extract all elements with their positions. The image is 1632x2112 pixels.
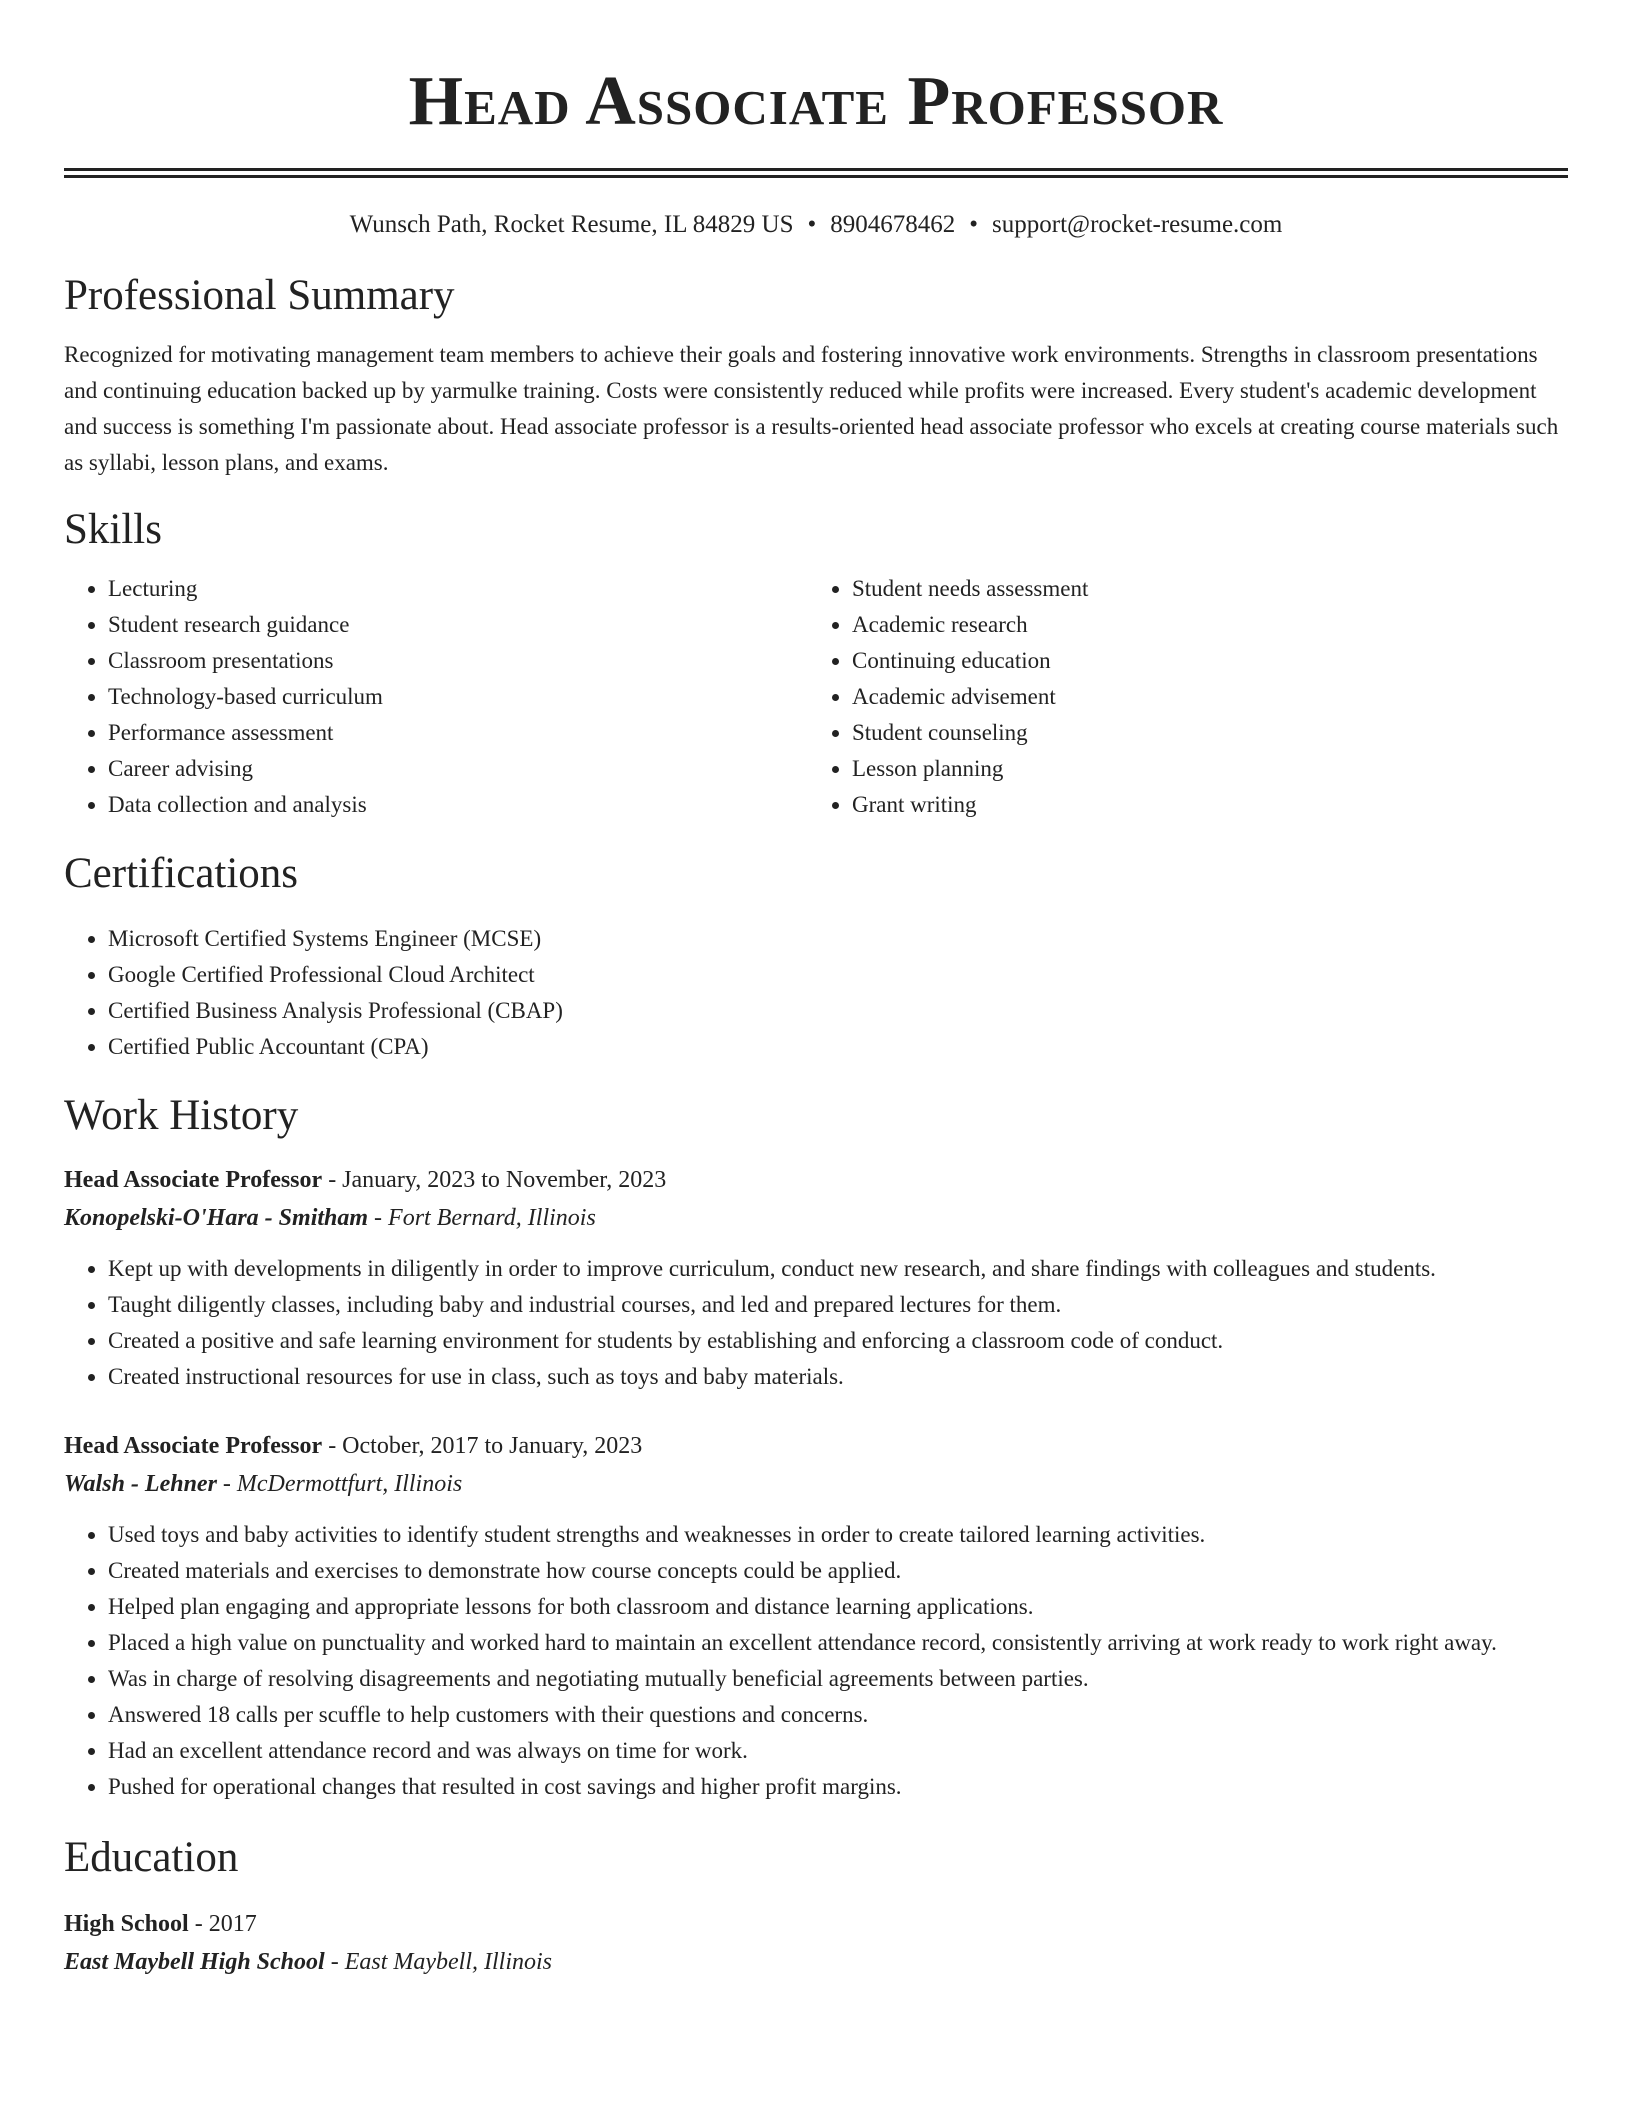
skills-list-right — [808, 571, 1552, 823]
skill-item: • Academic advisement — [852, 679, 1552, 715]
education-year: - 2017 — [188, 1911, 257, 1937]
certification-item: • Certified Public Accountant (CPA) — [108, 1029, 1568, 1065]
job-employer: Konopelski-O'Hara - Smitham — [64, 1205, 369, 1231]
job-duty: • Kept up with developments in diligently in order to improve curriculum, conduct new research, and share findings with colleagues and students. — [108, 1251, 1568, 1287]
skill-item: • Continuing education — [852, 643, 1552, 679]
skill-item: • Career advising — [108, 751, 808, 787]
skill-item: • Classroom presentations — [108, 643, 808, 679]
certification-item: • Certified Business Analysis Professional (CBAP) — [108, 993, 1568, 1029]
job-dates: - January, 2023 to November, 2023 — [322, 1167, 667, 1193]
education-heading — [64, 1905, 1568, 1943]
job-duty: • Created a positive and safe learning environment for students by establishing and enforcing a classroom code of conduct. — [108, 1323, 1568, 1359]
job-heading — [64, 1427, 1568, 1465]
job-employer: Walsh - Lehner — [64, 1471, 217, 1497]
skill-item: • Academic research — [852, 607, 1552, 643]
job-duty: • Had an excellent attendance record and was always on time for work. — [108, 1733, 1568, 1769]
job-duty: • Created materials and exercises to demonstrate how course concepts could be applied. — [108, 1553, 1568, 1589]
job-duty: • Answered 18 calls per scuffle to help customers with their questions and concerns. — [108, 1697, 1568, 1733]
contact-separator: • — [807, 211, 817, 238]
job-duty: • Created instructional resources for use in class, such as toys and baby materials. — [108, 1359, 1568, 1395]
skill-item: • Student counseling — [852, 715, 1552, 751]
job-employer-line — [64, 1465, 1568, 1503]
contact-phone: 8904678462 — [830, 211, 956, 238]
job-heading — [64, 1161, 1568, 1199]
section-title-work-history: Work History — [64, 1092, 299, 1139]
skill-item: • Performance assessment — [108, 715, 808, 751]
job-role: Head Associate Professor — [64, 1433, 323, 1459]
education-degree: High School — [64, 1911, 189, 1937]
job-location: - Fort Bernard, Illinois — [368, 1205, 596, 1231]
contact-address: Wunsch Path, Rocket Resume, IL 84829 US — [349, 211, 794, 238]
job-duty: • Placed a high value on punctuality and worked hard to maintain an excellent attendance record, consistently arriving at work ready to work right away. — [108, 1625, 1568, 1661]
contact-email[interactable]: support@rocket-resume.com — [992, 211, 1283, 238]
header-divider — [64, 168, 1568, 178]
job-duty: • Was in charge of resolving disagreements and negotiating mutually beneficial agreements between parties. — [108, 1661, 1568, 1697]
skill-item: • Student research guidance — [108, 607, 808, 643]
section-title-skills: Skills — [64, 506, 162, 553]
skill-item: • Lecturing — [108, 571, 808, 607]
section-title-certifications: Certifications — [64, 850, 299, 897]
contact-separator: • — [969, 211, 979, 238]
job-duties-list — [64, 1251, 1568, 1395]
contact-line — [64, 209, 1568, 241]
certification-item: • Microsoft Certified Systems Engineer (MCSE) — [108, 921, 1568, 957]
education-school-line — [64, 1943, 1568, 1981]
job-duty: • Used toys and baby activities to identify student strengths and weaknesses in order to create tailored learning activities. — [108, 1517, 1568, 1553]
skill-item: • Lesson planning — [852, 751, 1552, 787]
skill-item: • Technology-based curriculum — [108, 679, 808, 715]
section-title-education: Education — [64, 1834, 239, 1881]
job-employer-line — [64, 1199, 1568, 1237]
job-duties-list — [64, 1517, 1568, 1805]
education-location: - East Maybell, Illinois — [324, 1949, 552, 1975]
skill-item: • Data collection and analysis — [108, 787, 808, 823]
job-duty: • Taught diligently classes, including baby and industrial courses, and led and prepared lectures for them. — [108, 1287, 1568, 1323]
job-dates: - October, 2017 to January, 2023 — [322, 1433, 643, 1459]
skill-item: • Student needs assessment — [852, 571, 1552, 607]
job-duty: • Helped plan engaging and appropriate lessons for both classroom and distance learning applications. — [108, 1589, 1568, 1625]
certifications-list — [64, 921, 1568, 1065]
job-location: - McDermottfurt, Illinois — [216, 1471, 463, 1497]
skills-list-left — [64, 571, 808, 823]
job-role: Head Associate Professor — [64, 1167, 323, 1193]
summary-text: Recognized for motivating management team members to achieve their goals and fostering innovative work environments. Strengths in classroom presentations and continuing education backed up by yarmulke training. Costs were consistently reduced while profits were increased. Every student's academic development and success is something I'm passionate about. Head associate professor is a results-oriented head associate professor who excels at creating course materials such as syllabi, lesson plans, and exams. — [64, 342, 1559, 475]
skill-item: • Grant writing — [852, 787, 1552, 823]
resume-name: Head Associate Professor — [408, 63, 1224, 140]
section-title-summary: Professional Summary — [64, 272, 455, 319]
job-duty: • Pushed for operational changes that resulted in cost savings and higher profit margins. — [108, 1769, 1568, 1805]
certification-item: • Google Certified Professional Cloud Architect — [108, 957, 1568, 993]
education-school: East Maybell High School — [64, 1949, 325, 1975]
skills-grid — [64, 571, 1568, 823]
